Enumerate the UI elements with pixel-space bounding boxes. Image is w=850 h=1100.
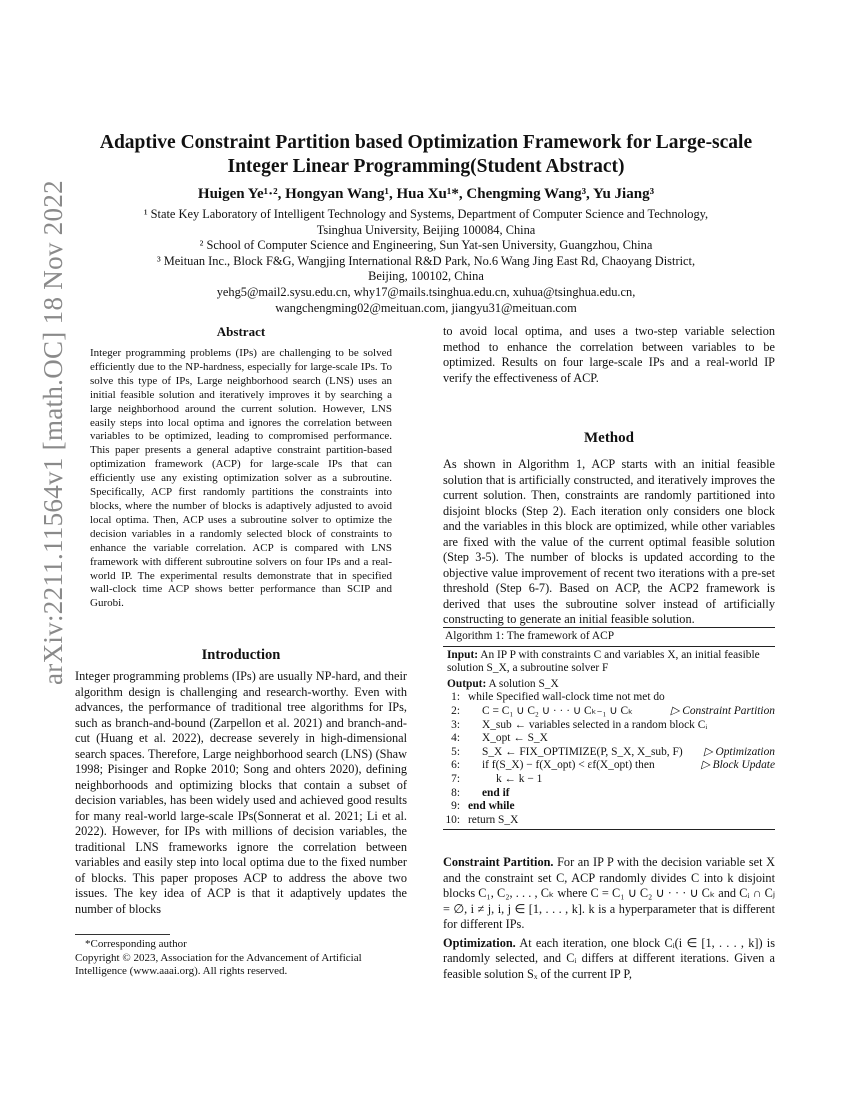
input-label: Input: (447, 648, 479, 661)
algorithm-step: 5: S_X ← FIX_OPTIMIZE(P, S_X, X_sub, F) ▷ Optimization (451, 745, 775, 758)
affiliation-line: Beijing, 100102, China (368, 269, 484, 284)
algorithm-box (443, 627, 775, 830)
affiliation-line: ² School of Computer Science and Engineering, Sun Yat-sen University, Guangzhou, China (199, 238, 653, 253)
affiliations (60, 207, 792, 316)
footnotes (75, 938, 407, 979)
output-text: A solution S_X (488, 677, 559, 690)
arxiv-identifier: arXiv:2211.11564v1 [math.OC] 18 Nov 2022 (38, 180, 68, 685)
introduction-heading: Introduction (201, 647, 281, 663)
method-body: As shown in Algorithm 1, ACP starts with an initial feasible solution that is artificially constructed, and iteratively improves the current solution. Then, constraints are randomly partitioned into disjoint blocks (Step 2). Each iteration only considers one block and the variables in this block are optimized, while other variables are fixed with the value of the current optimal feasible solution (Step 3-5). The number of blocks is updated according to the objective value improvement of recent two iterations with a pre-set threshold (Step 6-7). Based on ACP, the ACP2 framework is derived that uses the subroutine solver instead of artificially constructing to generate an initial feasible solution. (443, 457, 775, 626)
input-text: An IP P with constraints C and variables X, an initial feasible solution S_X, a subroutine solver F (447, 648, 760, 675)
constraint-partition-paragraph (443, 855, 775, 933)
optimization-label: Optimization. (443, 935, 516, 950)
algorithm-step: 3: X_sub ← variables selected in a random block Cᵢ (451, 718, 708, 731)
corresponding-author-note: *Corresponding author (85, 938, 187, 950)
abstract-body: Integer programming problems (IPs) are challenging to be solved efficiently due to the NP-hardness, especially for large-scale IPs. To solve this type of IPs, Large neighborhood search (LNS) uses an initial feasible solution and iteratively improves it by searching a large neighborhood around the current solution. However, LNS easily steps into local optima and ignores the correlation between variables to be optimized, leading to compromised performance. This paper presents a general adaptive constraint partition-based optimization framework (ACP) for large-scale IPs that can efficiently use any existing optimization solver as a subroutine. Specifically, ACP first randomly partitions the constraints into blocks, where the number of blocks is adaptively adjusted to avoid local optima. Then, ACP uses a subroutine solver to optimize the decision variables in a randomly selected block of constraints to enhance the variable correlation. ACP is compared with LNS framework with different subroutine solvers on four IPs and a real-world IP. The experimental results demonstrate that in specified wall-clock time ACP shows better performance than SCIP and Gurobi. (90, 347, 392, 610)
method-heading: Method (584, 430, 634, 446)
email-line: wangchengming02@meituan.com, jiangyu31@meituan.com (275, 300, 577, 315)
optimization-text: At each iteration, one block Cᵢ(i ∈ [1, . . . , k]) is randomly selected, and Cᵢ differs at different iterations. Given a feasible solution Sₓ of the current IP P, (443, 935, 775, 981)
title-line-1: Adaptive Constraint Partition based Optimization Framework for Large-scale (99, 132, 753, 153)
title-line-2: Integer Linear Programming(Student Abstract) (227, 156, 625, 177)
email-line: yehg5@mail2.sysu.edu.cn, why17@mails.tsinghua.edu.cn, xuhua@tsinghua.edu.cn, (216, 284, 636, 299)
affiliation-line: ³ Meituan Inc., Block F&G, Wangjing International R&D Park, No.6 Wang Jing East Rd, Chaoyang District, (156, 253, 696, 268)
algorithm-step: 9: end while (451, 800, 515, 813)
algorithm-step: 2: C = C₁ ∪ C₂ ∪ · · · ∪ Cₖ₋₁ ∪ Cₖ ▷ Constraint Partition (451, 704, 775, 717)
optimization-paragraph (443, 936, 775, 983)
introduction-body: Integer programming problems (IPs) are usually NP-hard, and their algorithm design is challenging and research-worthy. Even with advances, the performance of traditional tree algorithms for IPs, such as branch-and-bound (Zarpellon et al. 2021) and branch-and-cut (Huang et al. 2022), decrease severely in high-dimensional search spaces. Therefore, Large neighborhood search (LNS) (Shaw 1998; Pisinger and Ropke 2010; Song and ohters 2020), defining neighborhoods and optimizing blocks that contain a subset of decision variables, has been widely used and achieved good results for many real-world large-scale IPs(Sonnerat et al. 2021; Li et al. 2022). However, for IPs with millions of decision variables, the traditional LNS frameworks ignore the correlation between variables and easily step into local optima due to the fixed number of blocks. This paper proposes ACP to address the above two issues. The key idea of ACP is that it adaptively updates the number of blocks (75, 669, 407, 916)
constraint-partition-label: Constraint Partition. (443, 855, 554, 869)
algorithm-output (443, 676, 775, 692)
algorithm-step: 10: return S_X (445, 813, 519, 826)
algorithm-step: 6: if f(S_X) − f(X_opt) < εf(X_opt) then ▷ Block Update (451, 759, 775, 772)
abstract-heading: Abstract (216, 324, 266, 339)
algorithm-step: 8: end if (451, 786, 510, 799)
algorithm-step: 4: X_opt ← S_X (451, 732, 548, 745)
constraint-partition-section (443, 855, 775, 982)
constraint-partition-text: For an IP P with the decision variable set X and the constraint set C, ACP randomly divides C into k disjoint blocks C₁, C₂, . . . , Cₖ where C = C₁ ∪ C₂ ∪ · · · ∪ Cₖ and Cᵢ ∩ Cⱼ = ∅, i ≠ j, i, j ∈ [1, . . . , k]. k is a hyperparameter that is different for different IPs. (443, 855, 775, 931)
algorithm-input (443, 647, 775, 676)
affiliation-line: ¹ State Key Laboratory of Intelligent Technology and Systems, Department of Computer Science and Technology, (143, 207, 709, 221)
paper-title (60, 131, 792, 179)
arxiv-sidebar (14, 180, 68, 685)
footnote-divider (75, 934, 170, 935)
copyright-notice: Copyright © 2023, Association for the Advancement of Artificial Intelligence (www.aaai.org). All rights reserved. (75, 951, 362, 977)
algorithm-title: Algorithm 1: The framework of ACP (443, 628, 775, 647)
output-label: Output: (447, 677, 487, 690)
right-column-intro-continued: to avoid local optima, and uses a two-step variable selection method to enhance the correlation between variables to be optimized. Results on four large-scale IPs and a real-world IP verify the effectiveness of ACP. (443, 324, 775, 385)
algorithm-step: 1: while Specified wall-clock time not met do (451, 691, 665, 704)
author-list: Huigen Ye¹·², Hongyan Wang¹, Hua Xu¹*, Chengming Wang³, Yu Jiang³ (197, 186, 655, 202)
affiliation-line: Tsinghua University, Beijing 100084, China (316, 222, 536, 237)
algorithm-step: 7: k ← k − 1 (451, 772, 543, 785)
